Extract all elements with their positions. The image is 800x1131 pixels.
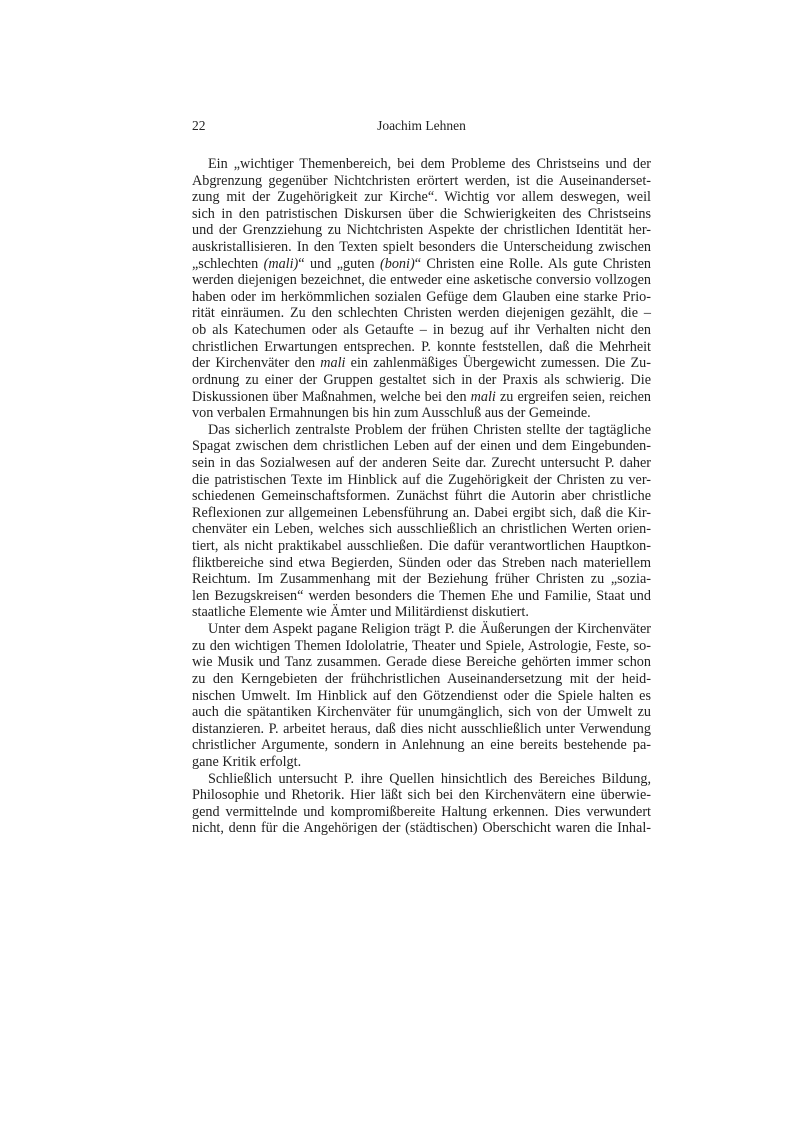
text-run: werden diejenigen bezeichnet, die entweder eine asketische conversio vollzogen xyxy=(192,272,651,289)
text-line xyxy=(192,289,651,306)
text-line xyxy=(192,322,651,339)
text-line xyxy=(192,621,651,638)
text-run: „schlechten xyxy=(192,255,264,272)
text-run: wie Musik und Tanz zusammen. Gerade diese Bereiche gehörten immer schon xyxy=(192,654,651,671)
text-run: christlichen Erwartungen entsprechen. P. konnte feststellen, daß die Mehrheit xyxy=(192,338,651,355)
text-run: rität einräumen. Zu den schlechten Christen werden diejenigen gezählt, die – xyxy=(192,305,651,322)
text-line xyxy=(192,173,651,190)
text-line xyxy=(192,787,651,804)
text-run: ordnung zu einer der Gruppen gestaltet sich in der Praxis als schwierig. Die xyxy=(192,371,651,388)
text-run: Unter dem Aspekt pagane Religion trägt P. die Äußerungen der Kirchenväter xyxy=(208,621,651,638)
text-run: ob als Katechumen oder als Getaufte – in bezug auf ihr Verhalten nicht den xyxy=(192,322,651,339)
text-run: len Bezugskreisen“ werden besonders die Themen Ehe und Familie, Staat und xyxy=(192,587,651,604)
text-line xyxy=(192,737,651,754)
italic-term: mali xyxy=(320,355,346,372)
text-run: Diskussionen über Maßnahmen, welche bei den xyxy=(192,388,471,405)
text-line xyxy=(192,654,651,671)
italic-term: (boni) xyxy=(380,255,415,272)
text-run: tiert, als nicht praktikabel ausschließen. Die dafür verantwortlichen Hauptkon- xyxy=(192,538,651,555)
text-line xyxy=(192,721,651,738)
text-run: auskristallisieren. In den Texten spielt besonders die Unterscheidung zwischen xyxy=(192,239,651,256)
text-run: gend vermittelnde und kompromißbereite Haltung erkennen. Dies verwundert xyxy=(192,803,651,820)
text-line xyxy=(192,405,651,422)
text-line xyxy=(192,604,651,621)
text-run: staatliche Elemente wie Ämter und Militärdienst diskutiert. xyxy=(192,604,529,621)
text-line xyxy=(192,389,651,406)
text-line xyxy=(192,222,651,239)
text-line xyxy=(192,272,651,289)
text-line xyxy=(192,638,651,655)
text-run: Reichtum. Im Zusammenhang mit der Beziehung früher Christen zu „sozia- xyxy=(192,571,651,588)
text-line xyxy=(192,189,651,206)
text-run: Spagat zwischen dem christlichen Leben auf der einen und dem Eingebunden- xyxy=(192,438,651,455)
text-run: ein zahlenmäßiges Übergewicht zumessen. Die Zu- xyxy=(345,355,651,372)
text-line xyxy=(192,372,651,389)
text-line xyxy=(192,521,651,538)
running-head-author: Joachim Lehnen xyxy=(377,118,466,133)
text-run: Schließlich untersucht P. ihre Quellen hinsichtlich des Bereiches Bildung, xyxy=(208,770,651,787)
text-line xyxy=(192,820,651,837)
paragraph xyxy=(192,621,651,770)
text-line xyxy=(192,156,651,173)
text-run: die patristischen Texte im Hinblick auf die Zugehörigkeit der Christen zu ver- xyxy=(192,471,651,488)
text-run: Ein „wichtiger Themenbereich, bei dem Probleme des Christseins und der xyxy=(208,156,651,172)
text-run: und der Grenzziehung zu Nichtchristen Aspekte der christlichen Identität her- xyxy=(192,222,651,239)
text-run: haben oder im herkömmlichen sozialen Gefüge dem Glauben eine starke Prio- xyxy=(192,288,651,305)
text-line xyxy=(192,355,651,372)
text-line xyxy=(192,505,651,522)
text-run: Das sicherlich zentralste Problem der frühen Christen stellte der tagtägliche xyxy=(208,421,651,438)
text-run: sich in den patristischen Diskursen über die Schwierigkeiten des Christseins xyxy=(192,205,651,222)
text-line xyxy=(192,688,651,705)
text-run: schiedenen Gemeinschaftsformen. Zunächst führt die Autorin aber christliche xyxy=(192,488,651,505)
text-run: christlicher Argumente, sondern in Anlehnung an eine bereits bestehende pa- xyxy=(192,737,651,754)
paragraph xyxy=(192,422,651,621)
text-run: zu den Kerngebieten der frühchristlichen Auseinandersetzung mit der heid- xyxy=(192,670,651,687)
text-run: distanzieren. P. arbeitet heraus, daß dies nicht ausschließlich unter Verwendung xyxy=(192,720,651,737)
text-line xyxy=(192,488,651,505)
text-line xyxy=(192,571,651,588)
text-run: zu ergreifen seien, reichen xyxy=(495,388,651,405)
text-line xyxy=(192,538,651,555)
italic-term: mali xyxy=(470,388,496,405)
running-header xyxy=(192,118,651,136)
text-line xyxy=(192,339,651,356)
text-line xyxy=(192,754,651,771)
paragraph xyxy=(192,771,651,837)
text-run: chenväter ein Leben, welches sich ausschließlich an christlichen Werten orien- xyxy=(192,521,651,538)
text-run: fliktbereiche sind etwa Begierden, Sünden oder das Streben nach materiellem xyxy=(192,554,651,571)
text-line xyxy=(192,588,651,605)
text-run: Philosophie und Rhetorik. Hier läßt sich bei den Kirchenvätern eine überwie- xyxy=(192,787,651,804)
text-run: auch die spätantiken Kirchenväter für unumgänglich, sich von der Umwelt zu xyxy=(192,704,651,721)
text-line xyxy=(192,422,651,439)
text-line xyxy=(192,256,651,273)
text-run: Reflexionen zur allgemeinen Lebensführung an. Dabei ergibt sich, daß die Kir- xyxy=(192,504,651,521)
text-line xyxy=(192,206,651,223)
text-line xyxy=(192,438,651,455)
text-line xyxy=(192,671,651,688)
text-run: zung mit der Zugehörigkeit zur Kirche“. Wichtig vor allem deswegen, weil xyxy=(192,189,651,206)
text-run: der Kirchenväter den xyxy=(192,355,321,372)
text-run: Abgrenzung gegenüber Nichtchristen erörtert werden, ist die Auseinanderset- xyxy=(192,172,651,189)
text-line xyxy=(192,804,651,821)
text-line xyxy=(192,239,651,256)
text-run: “ Christen eine Rolle. Als gute Christen xyxy=(414,255,652,272)
text-run: zu den wichtigen Themen Idololatrie, Theater und Spiele, Astrologie, Feste, so- xyxy=(192,637,651,654)
page-number: 22 xyxy=(192,118,206,133)
text-line xyxy=(192,305,651,322)
text-run: nischen Umwelt. Im Hinblick auf den Götzendienst oder die Spiele halten es xyxy=(192,687,651,704)
text-run: von verbalen Ermahnungen bis hin zum Ausschluß aus der Gemeinde. xyxy=(192,405,591,422)
paragraph xyxy=(192,156,651,422)
text-line xyxy=(192,455,651,472)
text-line xyxy=(192,555,651,572)
italic-term: (mali) xyxy=(263,255,299,272)
text-run: nicht, denn für die Angehörigen der (städtischen) Oberschicht waren die Inhal- xyxy=(192,820,651,837)
text-line xyxy=(192,771,651,788)
text-line xyxy=(192,472,651,489)
text-run: “ und „guten xyxy=(298,255,380,272)
text-line xyxy=(192,704,651,721)
text-run: gane Kritik erfolgt. xyxy=(192,753,302,770)
body-text xyxy=(192,156,651,837)
text-run: sein in das Sozialwesen auf der anderen Seite dar. Zurecht untersucht P. daher xyxy=(192,454,651,471)
